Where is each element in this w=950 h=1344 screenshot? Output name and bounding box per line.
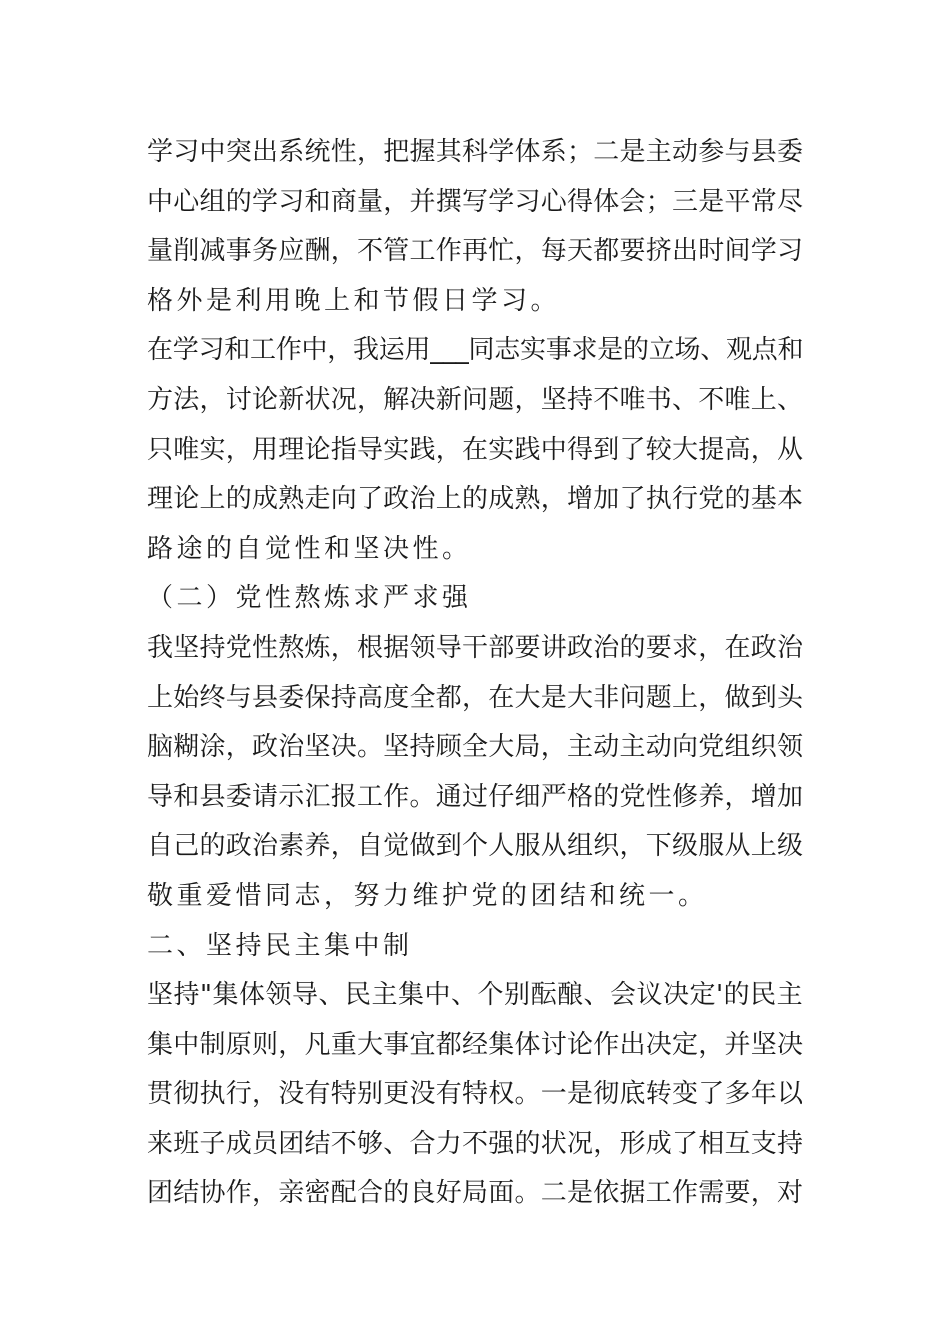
document-body (147, 128, 807, 1219)
text-line: 理论上的成熟走向了政治上的成熟，增加了执行党的基本 (147, 484, 804, 515)
text-line: 我坚持党性熬炼，根据领导干部要讲政治的要求，在政治 (147, 632, 804, 663)
text-line: 坚持"集体领导、民主集中、个别酝酿、会议决定'的民主 (147, 980, 804, 1011)
text-line: 只唯实，用理论指导实践，在实践中得到了较大提高，从 (147, 434, 804, 465)
text-line: 导和县委请示汇报工作。通过仔细严格的党性修养，增加 (147, 781, 804, 812)
text-line: 集中制原则，凡重大事宜都经集体讨论作出决定，并坚决 (147, 1029, 804, 1060)
text-line: 脑糊涂，政治坚决。坚持顾全大局，主动主动向党组织领 (147, 732, 804, 763)
text-line: 中心组的学习和商量，并撰写学习心得体会；三是平常尽 (147, 186, 804, 217)
text-line: 敬重爱惜同志，努力维护党的团结和统一。 (147, 880, 708, 911)
text-line: 贯彻执行，没有特别更没有特权。一是彻底转变了多年以 (147, 1079, 804, 1110)
text-line: 学习中突出系统性，把握其科学体系；二是主动参与县委 (147, 137, 804, 167)
text-line: 来班子成员团结不够、合力不强的状况，形成了相互支持 (147, 1128, 804, 1159)
text-line: 团结协作，亲密配合的良好局面。二是依据工作需要，对 (147, 1178, 804, 1209)
text-line: 自己的政治素养，自觉做到个人服从组织，下级服从上级 (147, 831, 804, 862)
text-line: 方法，讨论新状况，解决新问题，坚持不唯书、不唯上、 (147, 384, 804, 415)
section-heading: 二、坚持民主集中制 (147, 930, 413, 961)
text-line: 在学习和工作中，我运用___同志实事求是的立场、观点和 (147, 335, 804, 366)
text-line: 上始终与县委保持高度全都，在大是大非问题上，做到头 (147, 682, 804, 713)
text-line: 量削减事务应酬，不管工作再忙，每天都要挤出时间学习 (147, 236, 804, 267)
text-line: 路途的自觉性和坚决性。 (147, 533, 472, 564)
text-line: 格外是利用晚上和节假日学习。 (147, 285, 561, 316)
section-heading: （二）党性熬炼求严求强 (147, 583, 472, 614)
